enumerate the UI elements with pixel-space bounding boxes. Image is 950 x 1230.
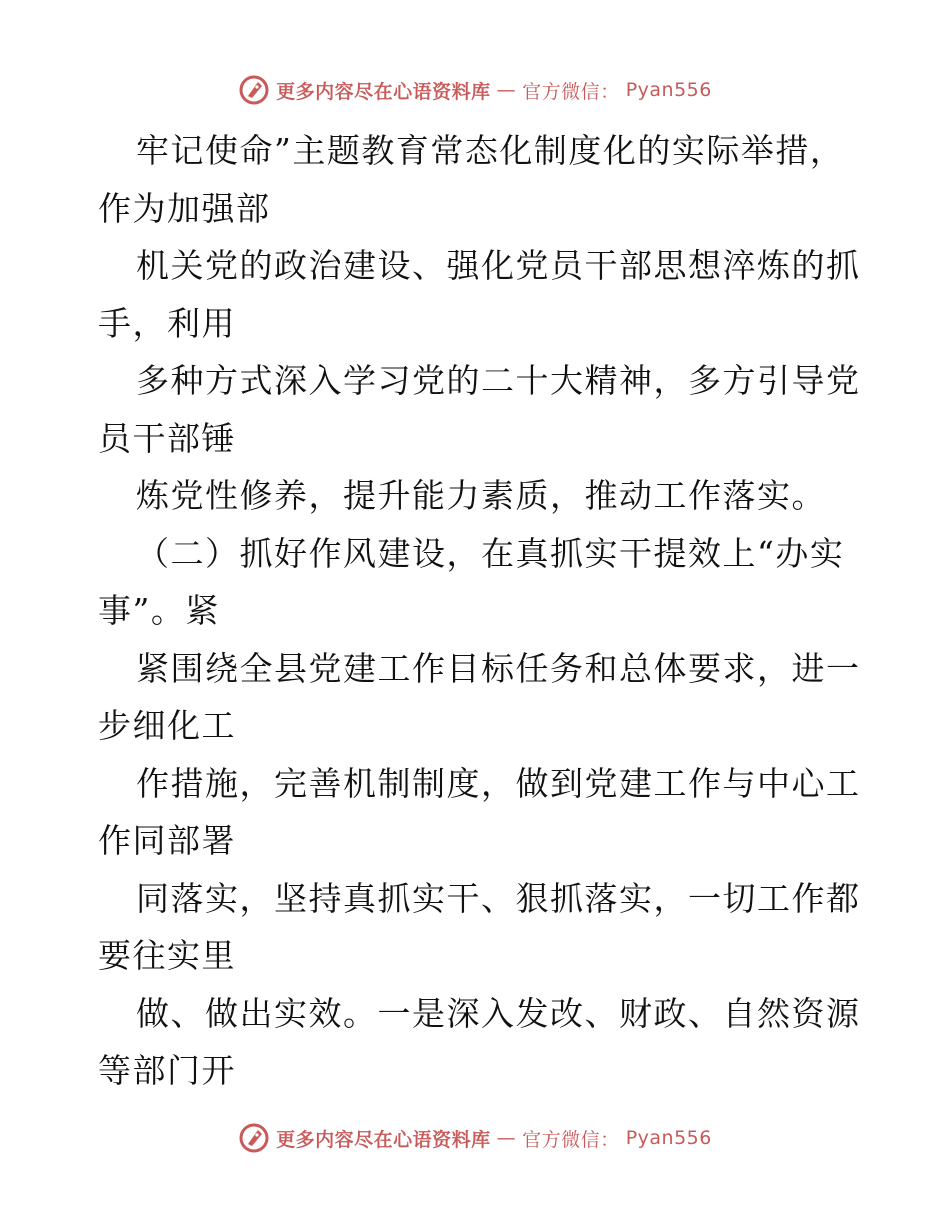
header-watermark bbox=[0, 70, 950, 110]
watermark-brand: 更多内容尽在心语资料库 bbox=[276, 80, 491, 103]
text-line: 做、做出实效。一是深入发改、财政、自然资源 bbox=[136, 993, 861, 1033]
text-line: 作为加强部 bbox=[98, 188, 271, 228]
text-line: 炼党性修养，提升能力素质，推动工作落实。 bbox=[136, 476, 826, 515]
text-line: 牢记使命”主题教育常态化制度化的实际举措， bbox=[136, 131, 845, 170]
text-line: 手，利用 bbox=[98, 303, 236, 343]
document-body bbox=[98, 122, 861, 1100]
text-line: 步细化工 bbox=[98, 706, 236, 745]
pen-nib-circle-icon bbox=[238, 74, 270, 106]
text-line: 等部门开 bbox=[98, 1051, 236, 1090]
text-line: 要往实里 bbox=[98, 936, 236, 975]
watermark-label: 官方微信： bbox=[522, 1128, 620, 1151]
watermark-label: 官方微信： bbox=[522, 80, 620, 103]
text-line: 多种方式深入学习党的二十大精神，多方引导党 bbox=[136, 361, 861, 400]
text-line: 事”。紧 bbox=[98, 591, 220, 630]
watermark-separator: — bbox=[496, 1127, 517, 1149]
pen-nib-circle-icon bbox=[238, 1122, 270, 1154]
text-line: 作同部署 bbox=[98, 821, 236, 860]
watermark-separator: — bbox=[496, 79, 517, 101]
text-line: 员干部锤 bbox=[98, 418, 236, 458]
text-line: 机关党的政治建设、强化党员干部思想淬炼的抓 bbox=[136, 246, 861, 285]
text-line: 紧围绕全县党建工作目标任务和总体要求，进一 bbox=[136, 648, 861, 688]
text-line: （二）抓好作风建设，在真抓实干提效上“办实 bbox=[136, 533, 845, 573]
watermark-account: Pyan556 bbox=[625, 1127, 712, 1149]
watermark-brand: 更多内容尽在心语资料库 bbox=[276, 1128, 491, 1151]
text-line: 作措施，完善机制制度，做到党建工作与中心工 bbox=[136, 763, 861, 803]
watermark-account: Pyan556 bbox=[625, 79, 712, 101]
footer-watermark bbox=[0, 1118, 950, 1158]
text-line: 同落实，坚持真抓实干、狠抓落实，一切工作都 bbox=[136, 878, 861, 918]
